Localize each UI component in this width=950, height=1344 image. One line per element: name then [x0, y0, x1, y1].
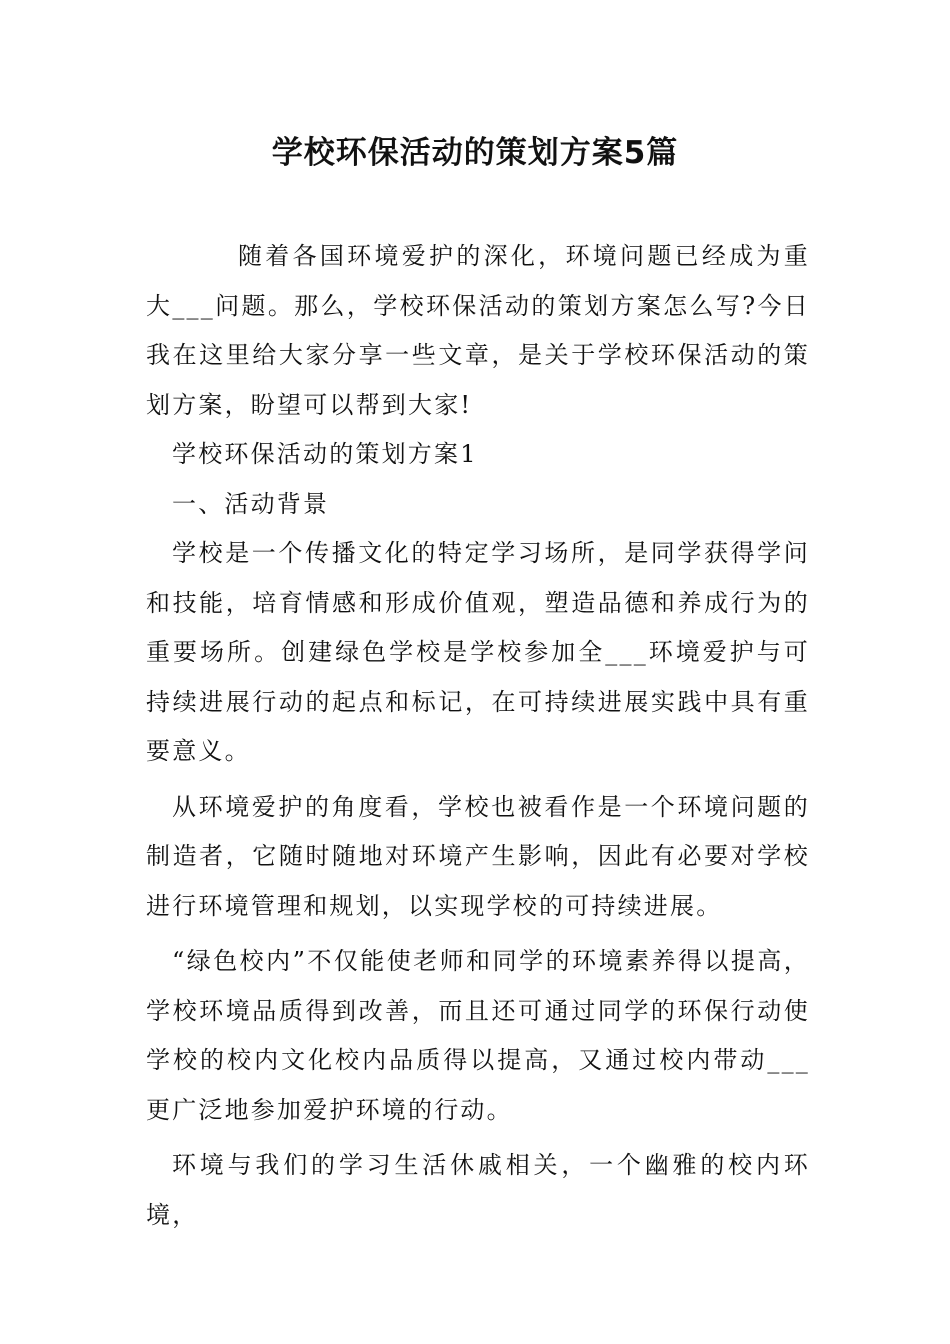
body-paragraph: 环境与我们的学习生活休戚相关，一个幽雅的校内环境，: [146, 1151, 810, 1229]
body-paragraph: 学校是一个传播文化的特定学习场所，是同学获得学问和技能，培育情感和形成价值观，塑造品德和养成行为的重要场所。创建绿色学校是学校参加全___环境爱护与可持续进展行动的起点和标记，在可持续进展实践中具有重要意义。: [146, 539, 810, 765]
section-heading: 学校环保活动的策划方案1: [172, 440, 478, 468]
document-body: [146, 232, 810, 1240]
intro-paragraph: 随着各国环境爱护的深化，环境问题已经成为重大___问题。那么，学校环保活动的策划方案怎么写?今日我在这里给大家分享一些文章，是关于学校环保活动的策划方案，盼望可以帮到大家!: [146, 242, 810, 419]
body-paragraph: “绿色校内”不仅能使老师和同学的环境素养得以提高，学校环境品质得到改善，而且还可通过同学的环保行动使学校的校内文化校内品质得以提高，又通过校内带动___更广泛地参加爱护环境的行动。: [146, 947, 810, 1124]
document-title: 学校环保活动的策划方案5篇: [271, 135, 679, 171]
subsection-heading: 一、活动背景: [172, 489, 330, 518]
body-paragraph: 从环境爱护的角度看，学校也被看作是一个环境问题的制造者，它随时随地对环境产生影响，因此有必要对学校进行环境管理和规划，以实现学校的可持续进展。: [146, 792, 810, 920]
